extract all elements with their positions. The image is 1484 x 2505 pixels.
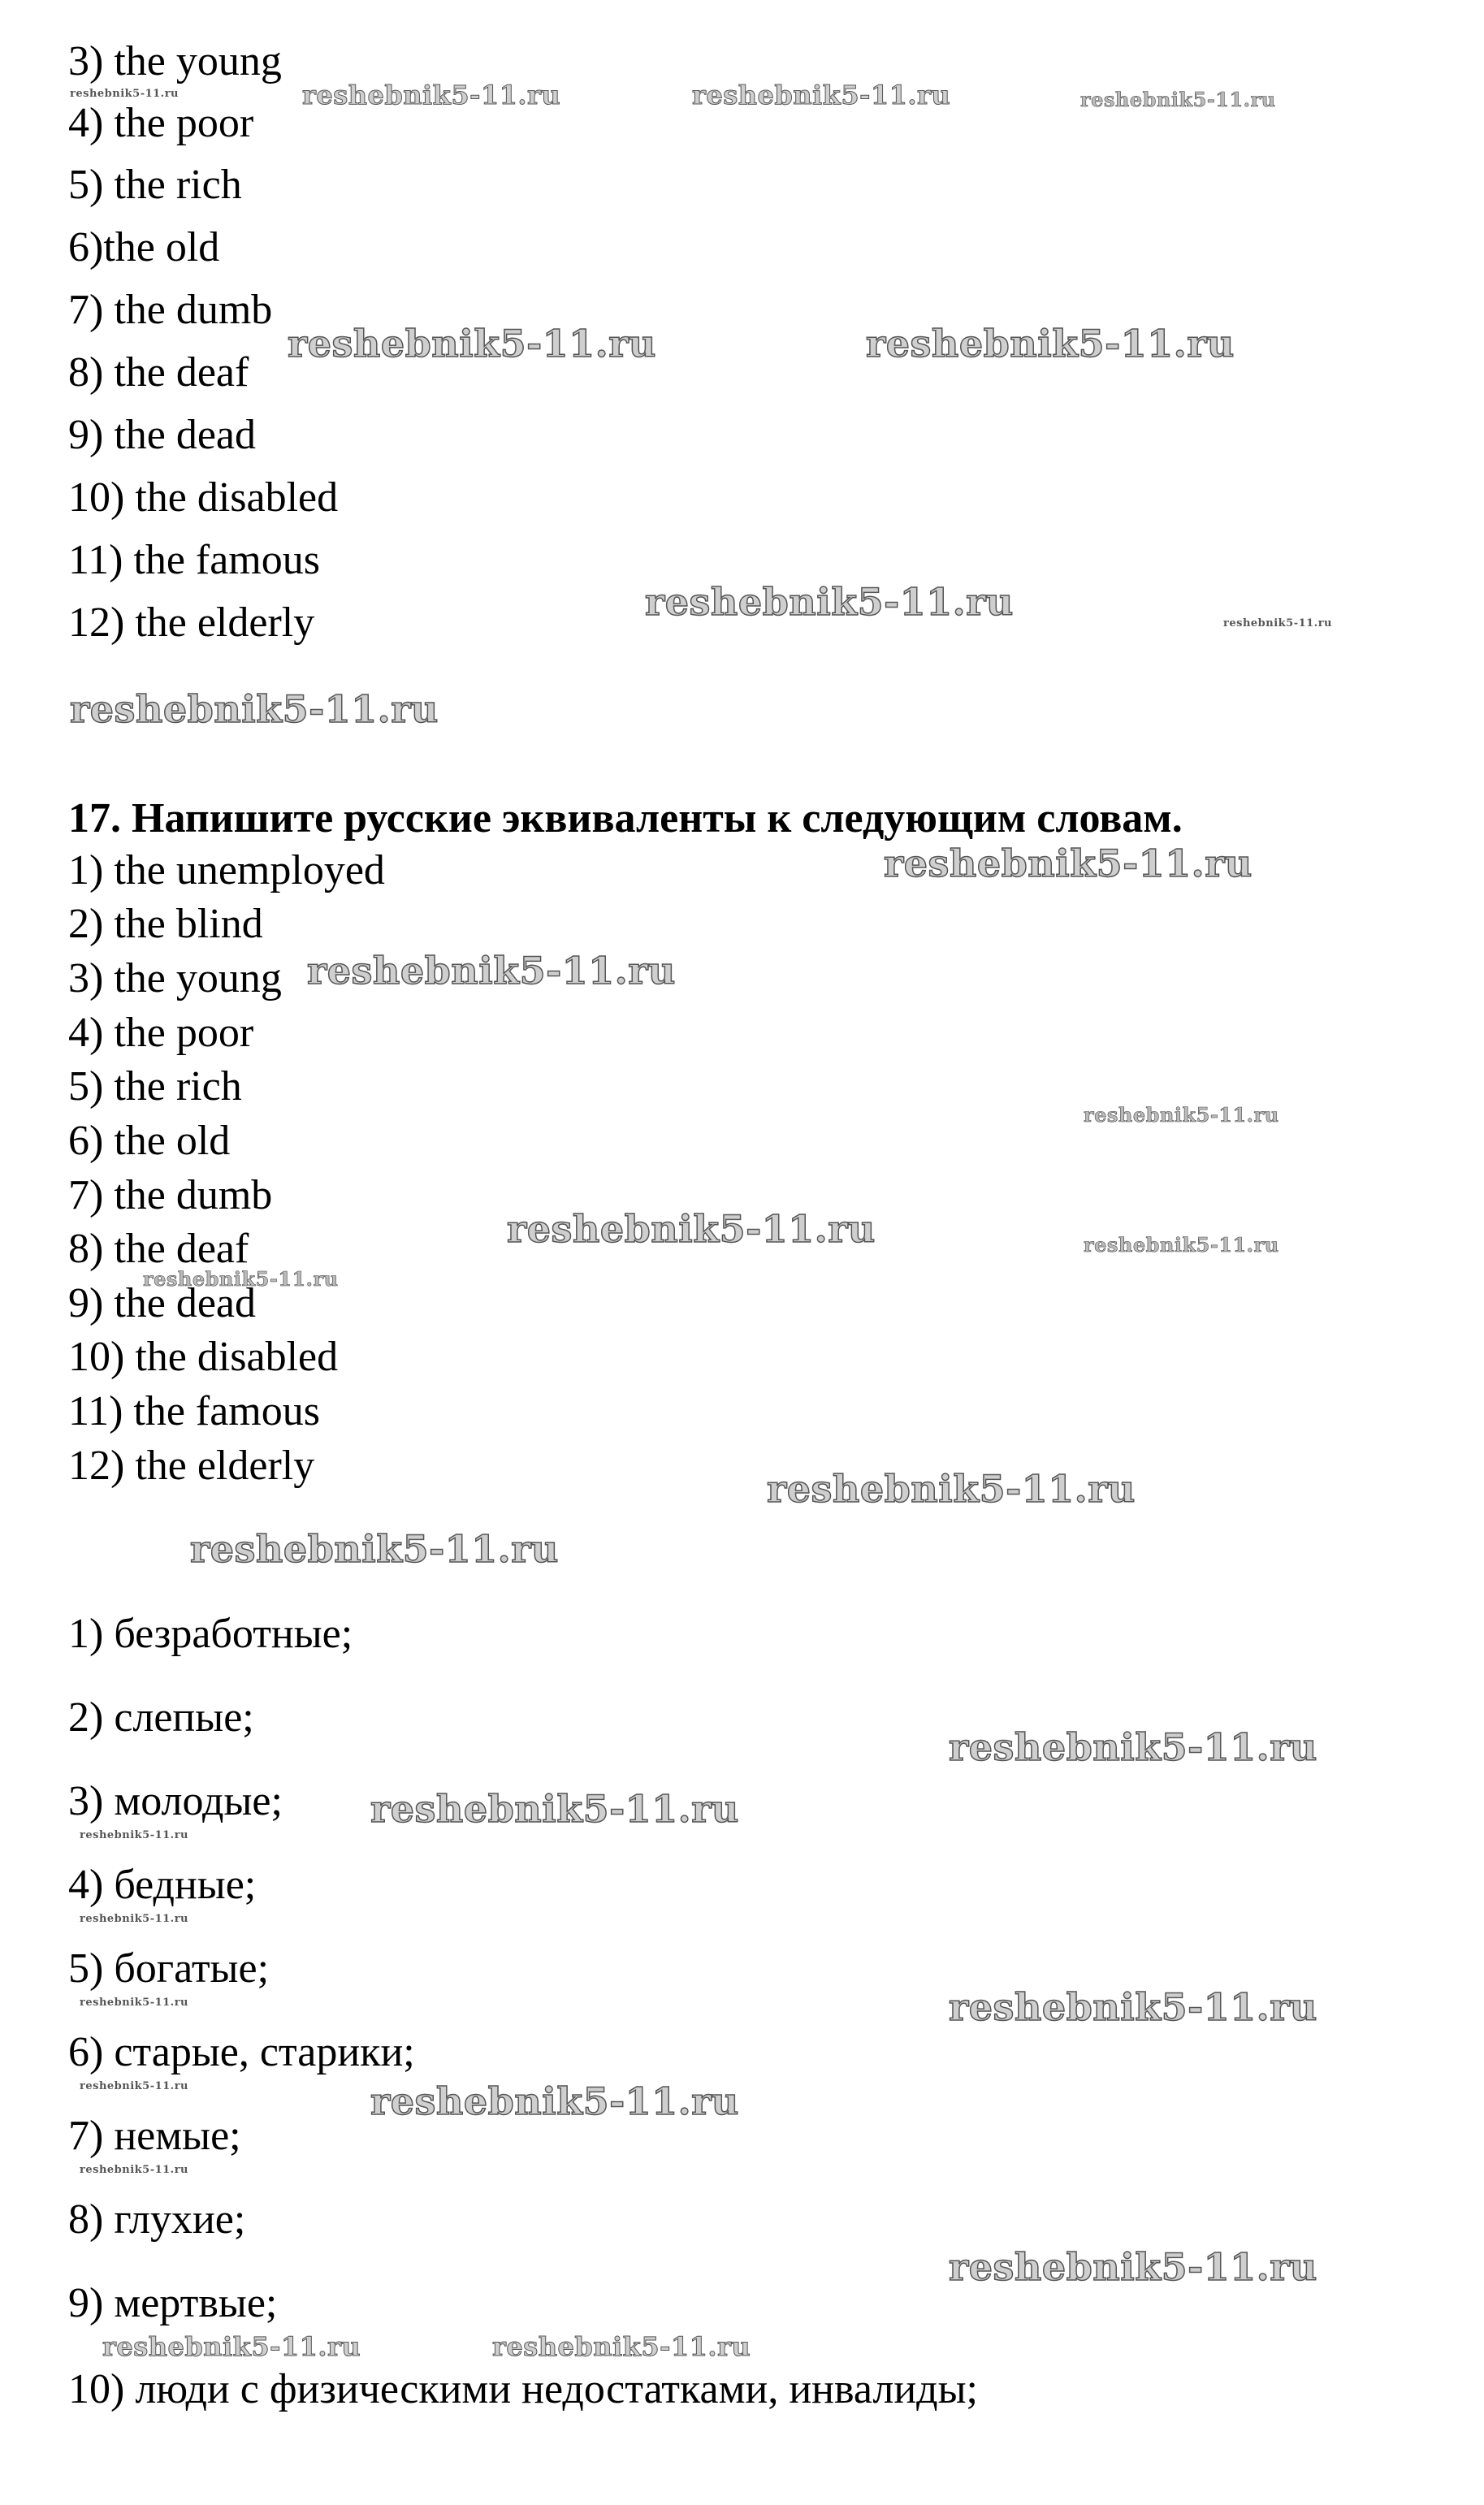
watermark: reshebnik5-11.ru <box>302 80 561 110</box>
prev-item: 3) the young <box>68 38 282 84</box>
exercise-item: 4) the poor <box>68 1010 254 1056</box>
watermark: reshebnik5-11.ru <box>949 1725 1317 1769</box>
exercise-item: 8) the deaf <box>68 1226 249 1272</box>
exercise-item: 1) the unemployed <box>68 847 385 893</box>
prev-item: 10) the disabled <box>68 474 339 521</box>
watermark: reshebnik5-11.ru <box>1084 1103 1279 1127</box>
exercise-item: 10) the disabled <box>68 1334 339 1380</box>
prev-item: 11) the famous <box>68 537 320 583</box>
answer-item: 2) слепые; <box>68 1694 254 1741</box>
prev-item: 5) the rich <box>68 162 242 208</box>
watermark: reshebnik5-11.ru <box>1223 617 1333 629</box>
exercise-item: 12) the elderly <box>68 1443 315 1489</box>
answer-item: 4) бедные; <box>68 1862 257 1908</box>
watermark: reshebnik5-11.ru <box>307 949 676 993</box>
watermark: reshebnik5-11.ru <box>80 2164 189 2176</box>
watermark: reshebnik5-11.ru <box>80 1913 189 1925</box>
watermark: reshebnik5-11.ru <box>866 322 1235 366</box>
watermark: reshebnik5-11.ru <box>102 2331 361 2362</box>
answer-item: 7) немые; <box>68 2113 241 2159</box>
prev-item: 4) the poor <box>68 100 254 146</box>
prev-item: 9) the dead <box>68 412 257 458</box>
watermark: reshebnik5-11.ru <box>692 80 951 110</box>
exercise-item: 5) the rich <box>68 1063 242 1110</box>
watermark: reshebnik5-11.ru <box>70 88 180 100</box>
exercise-item: 7) the dumb <box>68 1172 273 1218</box>
answer-item: 8) глухие; <box>68 2196 246 2243</box>
watermark: reshebnik5-11.ru <box>884 841 1253 885</box>
watermark: reshebnik5-11.ru <box>949 2245 1317 2289</box>
answer-item: 3) молодые; <box>68 1778 283 1824</box>
answer-item: 6) старые, старики; <box>68 2029 415 2075</box>
watermark: reshebnik5-11.ru <box>507 1207 876 1251</box>
prev-item: 7) the dumb <box>68 287 273 333</box>
watermark: reshebnik5-11.ru <box>492 2331 751 2362</box>
watermark: reshebnik5-11.ru <box>190 1527 559 1571</box>
watermark: reshebnik5-11.ru <box>80 1997 189 2009</box>
watermark: reshebnik5-11.ru <box>143 1267 339 1291</box>
exercise-item: 3) the young <box>68 955 282 1002</box>
watermark: reshebnik5-11.ru <box>80 1829 189 1841</box>
answer-item: 10) люди с физическими недостатками, инвалиды; <box>68 2366 979 2412</box>
exercise-item: 11) the famous <box>68 1388 320 1434</box>
watermark: reshebnik5-11.ru <box>1084 1233 1279 1257</box>
exercise-item: 6) the old <box>68 1118 231 1164</box>
watermark: reshebnik5-11.ru <box>288 322 656 366</box>
watermark: reshebnik5-11.ru <box>645 580 1014 624</box>
watermark: reshebnik5-11.ru <box>70 687 439 731</box>
watermark: reshebnik5-11.ru <box>370 1787 739 1831</box>
exercise-heading: 17. Напишите русские эквиваленты к следующим словам. <box>68 795 1183 841</box>
prev-item: 12) the elderly <box>68 599 315 646</box>
answer-item: 9) мертвые; <box>68 2280 278 2326</box>
answer-item: 1) безработные; <box>68 1611 353 1657</box>
watermark: reshebnik5-11.ru <box>1080 88 1276 111</box>
prev-item: 6)the old <box>68 224 220 270</box>
watermark: reshebnik5-11.ru <box>949 1985 1317 2029</box>
watermark: reshebnik5-11.ru <box>370 2079 739 2123</box>
answer-item: 5) богатые; <box>68 1945 270 1992</box>
exercise-item: 2) the blind <box>68 901 263 947</box>
watermark: reshebnik5-11.ru <box>80 2080 189 2092</box>
watermark: reshebnik5-11.ru <box>767 1467 1136 1511</box>
prev-item: 8) the deaf <box>68 349 249 396</box>
exercise-item: 9) the dead <box>68 1280 257 1326</box>
